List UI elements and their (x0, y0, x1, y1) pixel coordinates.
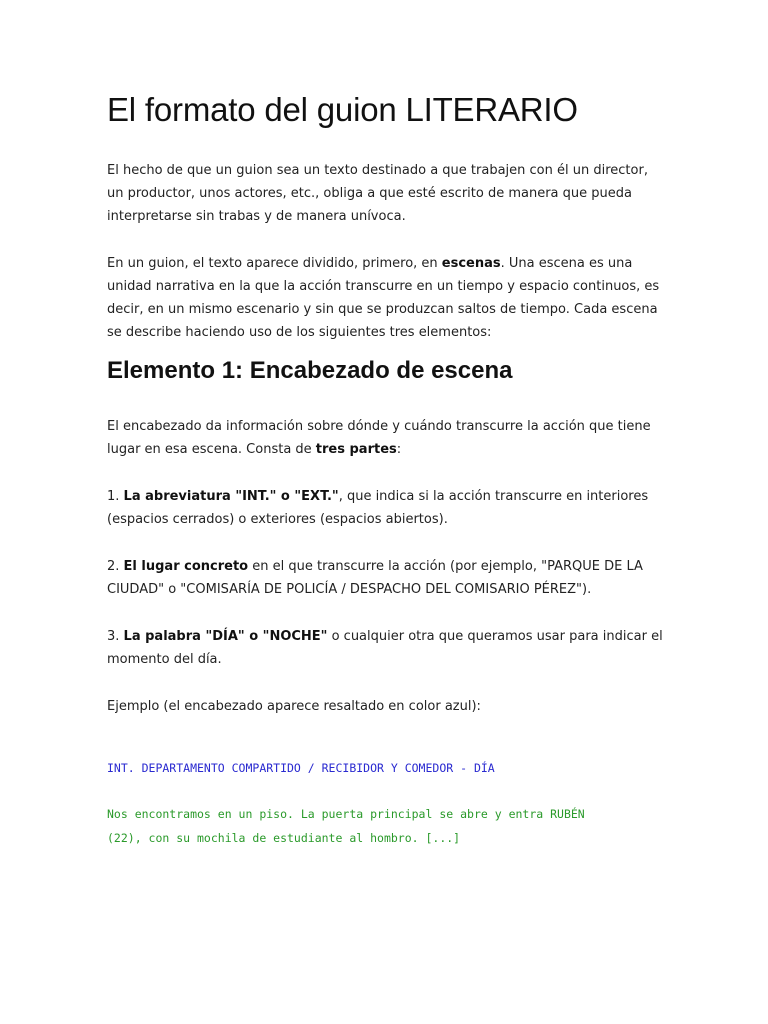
list-item-2-number: 2. (107, 559, 124, 574)
section1-paragraph (107, 415, 667, 461)
section1-paragraph-text-c: : (396, 442, 402, 457)
intro-paragraph-2-text-c: . Una escena es una unidad narrativa en la que la acción transcurre en un tiempo y espacio continuos, es decir, en un mismo escenario y sin que se produzcan saltos de tiempo. Cada escena se describe haciendo uso de los siguientes tres elementos: (107, 256, 660, 340)
list-item-3-number: 3. (107, 629, 124, 644)
page-title: El formato del guion LITERARIO (107, 91, 578, 128)
list-item-2-bold: El lugar concreto (123, 559, 249, 574)
example-scene-heading: INT. DEPARTAMENTO COMPARTIDO / RECIBIDOR Y COMEDOR - DÍA (107, 761, 495, 775)
intro-paragraph-2-text-a: En un guion, el texto aparece dividido, primero, en (107, 256, 442, 271)
list-item-1-number: 1. (107, 489, 124, 504)
example-action-line-2: (22), con su mochila de estudiante al hombro. [...] (107, 831, 461, 845)
section1-paragraph-bold: tres partes (315, 442, 397, 457)
example-intro: Ejemplo (el encabezado aparece resaltado en color azul): (107, 699, 481, 714)
list-item-3-bold: La palabra "DÍA" o "NOCHE" (123, 629, 328, 644)
section-heading-element-1: Elemento 1: Encabezado de escena (107, 357, 513, 384)
intro-paragraph-1: El hecho de que un guion sea un texto destinado a que trabajen con él un director, un productor, unos actores, etc., obliga a que esté escrito de manera que pueda interpretarse sin trabas y de manera unívoca. (107, 163, 648, 224)
list-item-1-bold: La abreviatura "INT." o "EXT." (123, 489, 339, 504)
example-action-line-1: Nos encontramos en un piso. La puerta principal se abre y entra RUBÉN (107, 807, 585, 821)
intro-paragraph-2-bold: escenas (441, 256, 501, 271)
list-item-3 (107, 625, 667, 671)
list-item-2-text: en el que transcurre la acción (por ejemplo, "PARQUE DE LA CIUDAD" o "COMISARÍA DE POLICÍA / DESPACHO DEL COMISARIO PÉREZ"). (107, 559, 643, 597)
section1-paragraph-text-a: El encabezado da información sobre dónde y cuándo transcurre la acción que tiene lugar en esa escena. Consta de (107, 419, 651, 457)
list-item-3-text: o cualquier otra que queramos usar para indicar el momento del día. (107, 629, 663, 667)
intro-paragraph-2 (107, 252, 667, 344)
list-item-1-text: , que indica si la acción transcurre en interiores (espacios cerrados) o exteriores (espacios abiertos). (107, 489, 649, 527)
list-item-1 (107, 485, 667, 531)
list-item-2 (107, 555, 667, 601)
